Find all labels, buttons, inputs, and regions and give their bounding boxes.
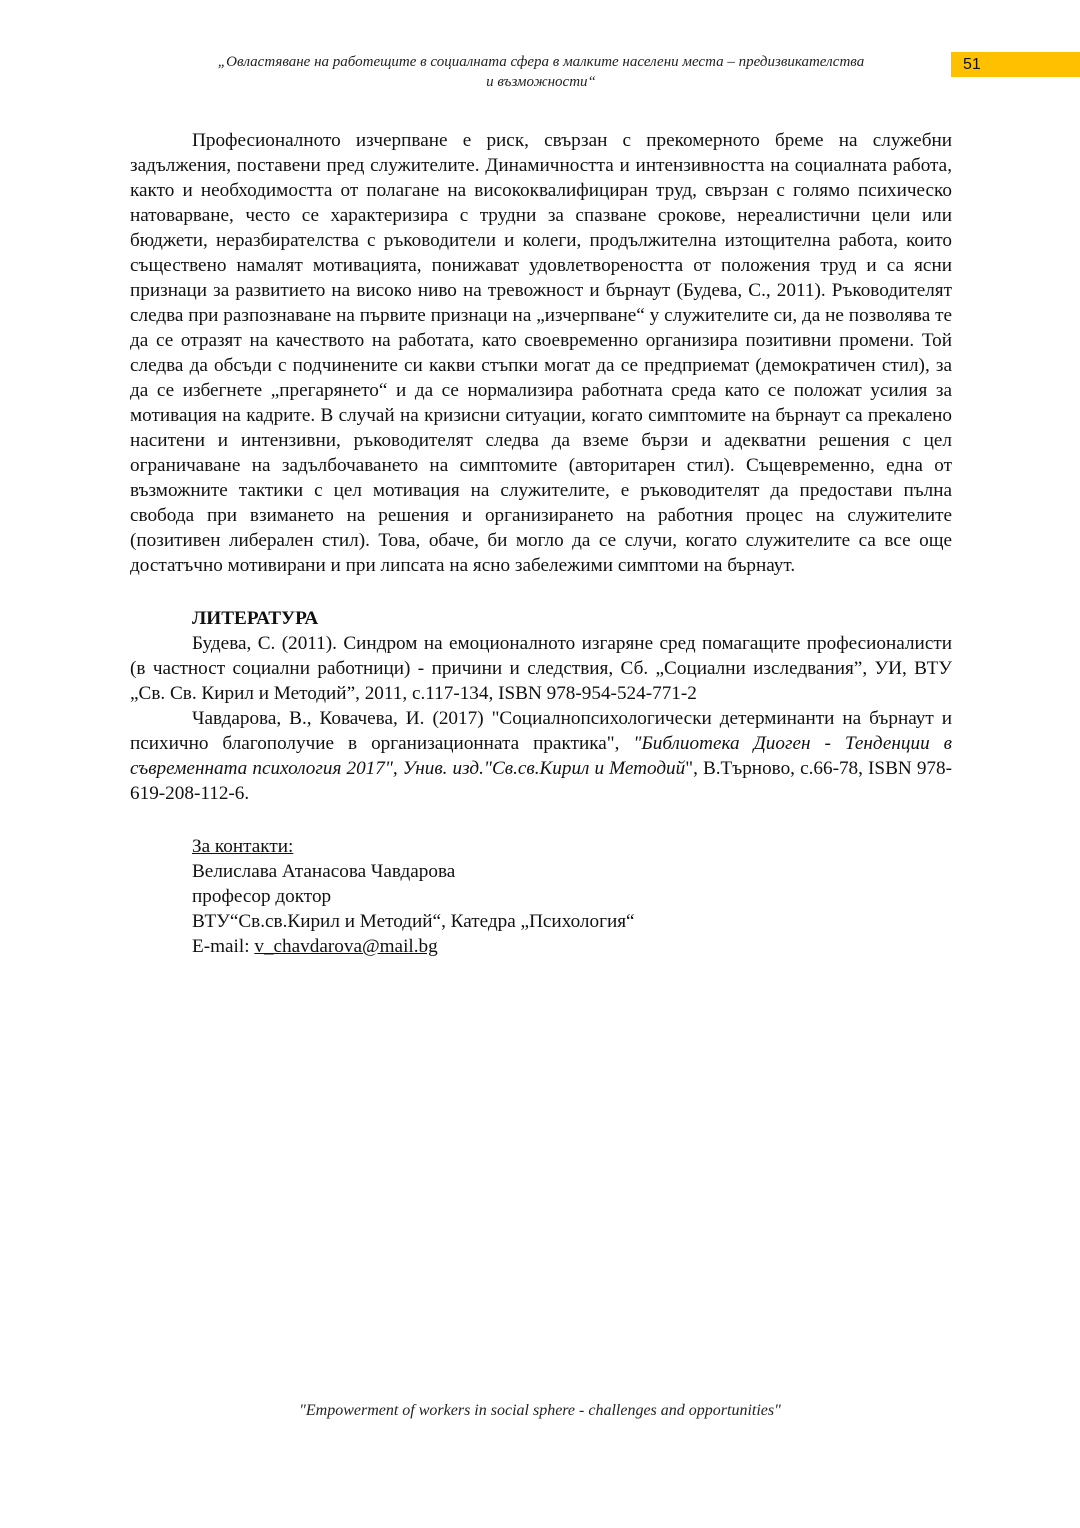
header-title-line2: и възможности“ xyxy=(486,74,596,90)
contacts-block xyxy=(130,834,952,959)
email-link[interactable]: v_chavdarova@mail.bg xyxy=(254,936,438,957)
contact-affiliation: ВТУ“Св.св.Кирил и Методий“, Катедра „Психология“ xyxy=(192,911,635,932)
literature-heading: ЛИТЕРАТУРА xyxy=(192,608,319,629)
reference-1: Будева, С. (2011). Синдром на емоционалното изгаряне сред помагащите професионалисти (в частност социални работници) - причини и следствия, Сб. „Социални изследвания”, УИ, ВТУ „Св. Св. Кирил и Методий”, 2011, с.117-134, ISBN 978-954-524-771-2 xyxy=(130,633,952,704)
body-paragraph: Професионалното изчерпване е риск, свързан с прекомерното бреме на служебни задължения, поставени пред служителите. Динамичността и интензивността на социалната работа, както и необходимостта от полагане на висококвалифициран труд, свързан с голямо психическо натоварване, често се характеризира с трудни за спазване срокове, нереалистични цели или бюджети, неразбирателства с ръководители и колеги, продължителна изтощителна работа, които съществено намалят мотивацията, понижават удовлетвореността от положения труд и са ясни признаци за развитието на високо ниво на тревожност и бърнаут (Будева, С., 2011). Ръководителят следва при разпознаване на първите признаци на „изчерпване“ у служителите си, да не позволява те да се отразят на качеството на работата, като своевременно организира позитивни промени. Той следва да обсъди с подчинените си какви стъпки могат да се предприемат (демократичен стил), за да се избегнете „прегарянето“ и да се нормализира работната среда като се положат усилия за мотивация на кадрите. В случай на кризисни ситуации, когато симптомите на бърнаут са прекалено наситени и интензивни, ръководителят следва да вземе бързи и адекватни решения с цел ограничаване на задълбочаването на симптомите (авторитарен стил). Същевременно, една от възможните тактики с цел мотивация на служителите, е ръководителят да предостави пълна свобода при взимането на решения и организирането на работния процес на служителите (позитивен либерален стил). Това, обаче, би могло да се случи, когато служителите са все още достатъчно мотивирани и при липсата на ясно забележими симптоми на бърнаут. xyxy=(130,130,952,576)
email-label: E-mail: xyxy=(192,936,255,957)
header-title-line1: „Овластяване на работещите в социалната сфера в малките населени места – предизвикателства xyxy=(217,54,865,70)
page-number-badge: 51 xyxy=(951,52,1080,77)
running-header xyxy=(130,52,952,92)
contact-position: професор доктор xyxy=(192,886,332,907)
reference-2 xyxy=(130,706,952,806)
reference-2-italic: "Библиотека Диоген - Тенденции в съвременната психология 2017", Унив. изд."Св.св.Кирил и Методий xyxy=(130,733,952,779)
reference-2-end: ", В.Търново, с.66-78, ISBN 978-619-208-112-6. xyxy=(130,758,953,804)
contact-name: Велислава Атанасова Чавдарова xyxy=(192,861,456,882)
contact-email-row xyxy=(192,934,952,959)
reference-2-start: Чавдарова, В., Ковачева, И. (2017) "Социалнопсихологически детерминанти на бърнаут и психично благополучие в организационната практика", xyxy=(130,708,952,754)
contacts-heading: За контакти: xyxy=(192,836,294,857)
running-footer: "Empowerment of workers in social sphere - challenges and opportunities" xyxy=(299,1402,781,1419)
main-content xyxy=(130,128,952,959)
